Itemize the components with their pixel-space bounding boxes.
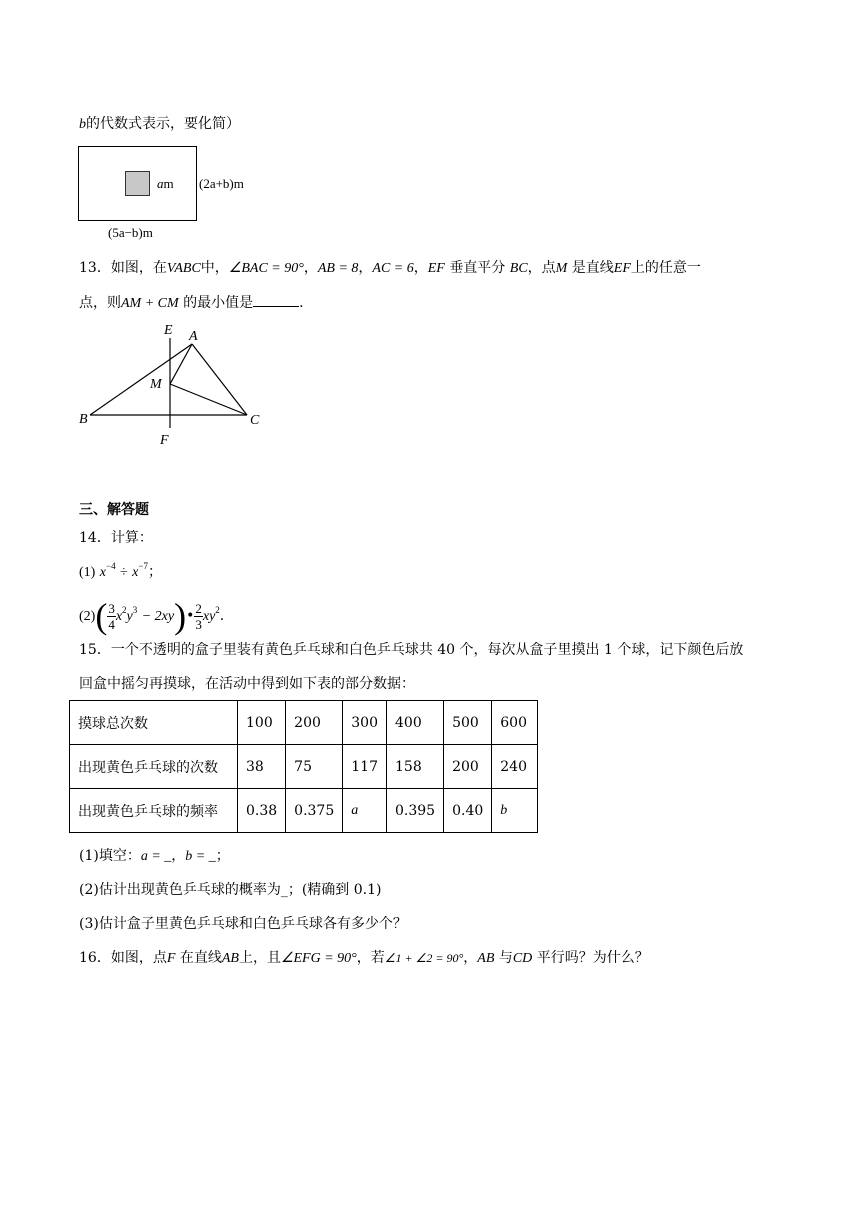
label-M: M [150, 377, 162, 392]
q16-text: ， [463, 950, 478, 966]
table-cell: 出现黄色乒乓球的频率 [70, 789, 238, 833]
section3-title: 三、解答题 [79, 502, 149, 518]
q14-term: y [126, 609, 133, 624]
table-cell: 117 [343, 745, 387, 789]
q15-sub1-text: ； [215, 848, 230, 864]
q15-sub3: (3)估计盒子里黄色乒乓球和白色乒乓球各有多少个？ [79, 916, 407, 932]
table-cell: 0.375 [286, 789, 343, 833]
table-cell: 100 [238, 701, 286, 745]
q15-sub2: (2)估计出现黄色乒乓球的概率为_；(精确到 0.1) [79, 882, 382, 898]
table-cell: 出现黄色乒乓球的次数 [70, 745, 238, 789]
q12-tail [79, 114, 240, 135]
q14-exponent: 2 [215, 605, 220, 615]
table-cell: 38 [238, 745, 286, 789]
q13-period: . [299, 295, 304, 311]
q16-text: 上，且 [238, 950, 281, 966]
q15-data-table [69, 700, 538, 833]
q13-number: 13．如图，在 [79, 260, 167, 276]
q13-text: ， [303, 260, 318, 276]
q16-point-f: F [166, 951, 176, 966]
q15-line2: 回盒中摇匀再摸球，在活动中得到如下表的部分数据： [79, 676, 415, 692]
label-A: A [189, 329, 198, 344]
q13-expression: AM + CM [121, 296, 179, 311]
q13-text: 是直线 [571, 260, 614, 276]
q15-blank-a: a = _ [140, 849, 172, 864]
inner-square [126, 172, 150, 196]
q14-punct: ； [147, 564, 162, 580]
q14-divide-sign: ÷ [120, 565, 128, 580]
table-cell: b [492, 789, 538, 833]
q15-sub1-text: (1)填空： [79, 848, 141, 864]
table-cell: 摸球总次数 [70, 701, 238, 745]
table-cell: 0.40 [444, 789, 492, 833]
q13-text: ， [358, 260, 373, 276]
q15-blank-b: b = _ [185, 849, 216, 864]
q16-text: 在直线 [179, 950, 222, 966]
q14-title: 14．计算： [79, 530, 153, 546]
right-label: (2a+b)m [199, 176, 244, 191]
q16-angle-sum: ∠1 + ∠2 = 90° [384, 951, 464, 965]
fraction-3-4 [107, 601, 116, 632]
fraction-numerator: 2 [195, 600, 202, 616]
q14-x: x [132, 565, 139, 580]
q14-term: − 2xy [141, 609, 175, 624]
q13-text: ，点 [527, 260, 556, 276]
q16-text: 与 [498, 950, 513, 966]
q13-m: M [555, 261, 568, 276]
q12-var-b: b [79, 117, 86, 132]
q14-exponent: 3 [132, 605, 138, 615]
q14-exponent: −4 [106, 561, 116, 571]
q13-text: 的最小值是 [183, 295, 254, 311]
q15-sub1-text: ， [171, 848, 186, 864]
q14-part2 [79, 596, 224, 637]
q14-x: x [99, 565, 106, 580]
table-row [70, 701, 538, 745]
fraction-denominator: 4 [108, 616, 115, 632]
q16-cd: CD [512, 951, 533, 966]
q16-line [79, 948, 649, 969]
q12-tail-text: 的代数式表示，要化简） [86, 116, 240, 132]
label-E: E [164, 323, 173, 338]
table-cell: 600 [492, 701, 538, 745]
q16-text: 16．如图，点 [79, 950, 167, 966]
bottom-label: (5a−b)m [108, 225, 153, 240]
table-row [70, 789, 538, 833]
q16-text: ，若 [356, 950, 385, 966]
q14-part1-label: (1) [79, 565, 96, 580]
table-cell: 240 [492, 745, 538, 789]
label-F: F [160, 433, 169, 448]
q13-line1 [79, 258, 701, 279]
q13-answer-blank [253, 292, 299, 307]
multiply-dot: • [186, 608, 195, 624]
q15-line1: 15．一个不透明的盒子里装有黄色乒乓球和白色乒乓球共 40 个，每次从盒子里摸出 1 个球，记下颜色后放 [79, 642, 744, 658]
left-paren: ( [95, 596, 108, 636]
q13-text: 垂直平分 [449, 260, 506, 276]
q13-ef: EF [613, 261, 631, 276]
q13-angle: ∠BAC = 90° [228, 261, 304, 276]
label-C: C [250, 413, 260, 428]
q14-part2-label: (2) [79, 609, 96, 624]
segment-MA [170, 344, 192, 384]
table-cell: 200 [444, 745, 492, 789]
label-B: B [79, 412, 88, 427]
right-paren: ) [174, 596, 187, 636]
q13-triangle: VABC [166, 261, 201, 276]
q13-text: 点，则 [79, 295, 121, 311]
fig13-triangle-diagram [72, 318, 282, 453]
table-row [70, 745, 538, 789]
q15-sub1 [79, 846, 230, 867]
q13-ab: AB = 8 [317, 261, 359, 276]
table-cell: 200 [286, 701, 343, 745]
table-cell: 158 [387, 745, 444, 789]
q16-text: 平行吗？为什么？ [536, 950, 649, 966]
q16-ab: AB [221, 951, 239, 966]
table-cell: 300 [343, 701, 387, 745]
fraction-denominator: 3 [195, 616, 202, 632]
q13-ac: AC = 6 [372, 261, 414, 276]
q14-punct: . [219, 608, 225, 624]
q13-line2 [79, 292, 304, 314]
inner-label: am [157, 176, 174, 191]
segment-BA [90, 344, 192, 415]
table-cell: 0.395 [387, 789, 444, 833]
q13-text: 中， [200, 260, 229, 276]
q13-ef: EF [427, 261, 445, 276]
q16-angle: ∠EFG = 90° [280, 951, 357, 966]
q13-text: ， [413, 260, 428, 276]
q13-bc: BC [509, 261, 528, 276]
table-cell: 500 [444, 701, 492, 745]
q14-exponent: −7 [138, 561, 148, 571]
q16-ab: AB [477, 951, 495, 966]
fig12-rectangle-diagram [70, 140, 290, 245]
table-cell: 0.38 [238, 789, 286, 833]
fraction-2-3 [194, 601, 203, 632]
q14-term: xy [202, 609, 216, 624]
table-cell: a [343, 789, 387, 833]
q14-exponent: 2 [122, 605, 127, 615]
q14-part1 [79, 562, 162, 583]
q13-text: 上的任意一 [630, 260, 701, 276]
table-cell: 400 [387, 701, 444, 745]
fraction-numerator: 3 [108, 600, 115, 616]
table-cell: 75 [286, 745, 343, 789]
q14-term: x [115, 609, 123, 624]
